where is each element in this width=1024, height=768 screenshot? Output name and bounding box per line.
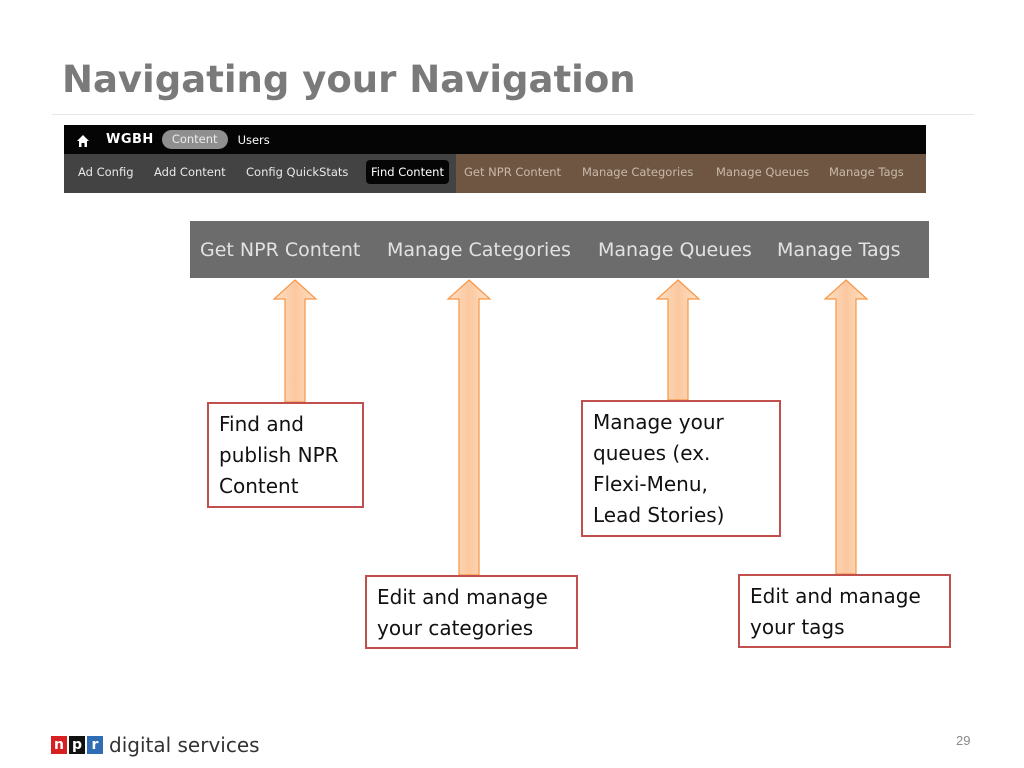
callout-line: queues (ex. <box>593 441 711 465</box>
arrow-up-icon <box>448 280 490 575</box>
arrow-up-icon <box>274 280 316 402</box>
callout-line: Edit and manage <box>750 584 921 608</box>
subnav-find-content[interactable]: Find Content <box>366 160 449 184</box>
callout-line: your categories <box>377 616 534 640</box>
zoom-get-npr-content[interactable]: Get NPR Content <box>200 239 361 261</box>
subnav-config-quickstats[interactable]: Config QuickStats <box>246 165 349 179</box>
content-tab[interactable]: Content <box>162 130 228 149</box>
callout-get-npr-content <box>207 402 364 508</box>
callout-line: Lead Stories) <box>593 503 725 527</box>
arrow-up-icon <box>657 280 699 400</box>
brand-text: digital services <box>109 733 260 757</box>
callout-line: Manage your <box>593 410 724 434</box>
arrow-up-icon <box>825 280 867 574</box>
callout-manage-categories <box>365 575 578 649</box>
subnav-manage-queues[interactable]: Manage Queues <box>716 165 810 179</box>
callout-manage-queues <box>581 400 781 537</box>
zoom-manage-tags[interactable]: Manage Tags <box>777 239 901 261</box>
callout-line: Content <box>219 474 299 498</box>
callout-line: your tags <box>750 615 845 639</box>
callout-line: Edit and manage <box>377 585 548 609</box>
subnav-add-content[interactable]: Add Content <box>154 165 226 179</box>
slide-title: Navigating your Navigation <box>62 58 636 101</box>
subnav-get-npr-content[interactable]: Get NPR Content <box>464 165 562 179</box>
zoom-manage-queues[interactable]: Manage Queues <box>598 239 752 261</box>
users-tab[interactable]: Users <box>237 132 270 147</box>
zoom-manage-categories[interactable]: Manage Categories <box>387 239 571 261</box>
callout-line: publish NPR <box>219 443 339 467</box>
npr-logo-r: r <box>87 736 103 754</box>
subnav-manage-categories[interactable]: Manage Categories <box>582 165 694 179</box>
site-name[interactable]: WGBH <box>106 132 154 147</box>
npr-logo-p: p <box>69 736 85 754</box>
callout-manage-tags <box>738 574 951 648</box>
subnav-manage-tags[interactable]: Manage Tags <box>829 165 904 179</box>
subnav-ad-config[interactable]: Ad Config <box>78 165 134 179</box>
npr-digital-services-logo <box>51 733 260 757</box>
npr-logo-n: n <box>51 736 67 754</box>
callout-line: Flexi-Menu, <box>593 472 708 496</box>
page-number: 29 <box>956 733 971 748</box>
callout-line: Find and <box>219 412 304 436</box>
